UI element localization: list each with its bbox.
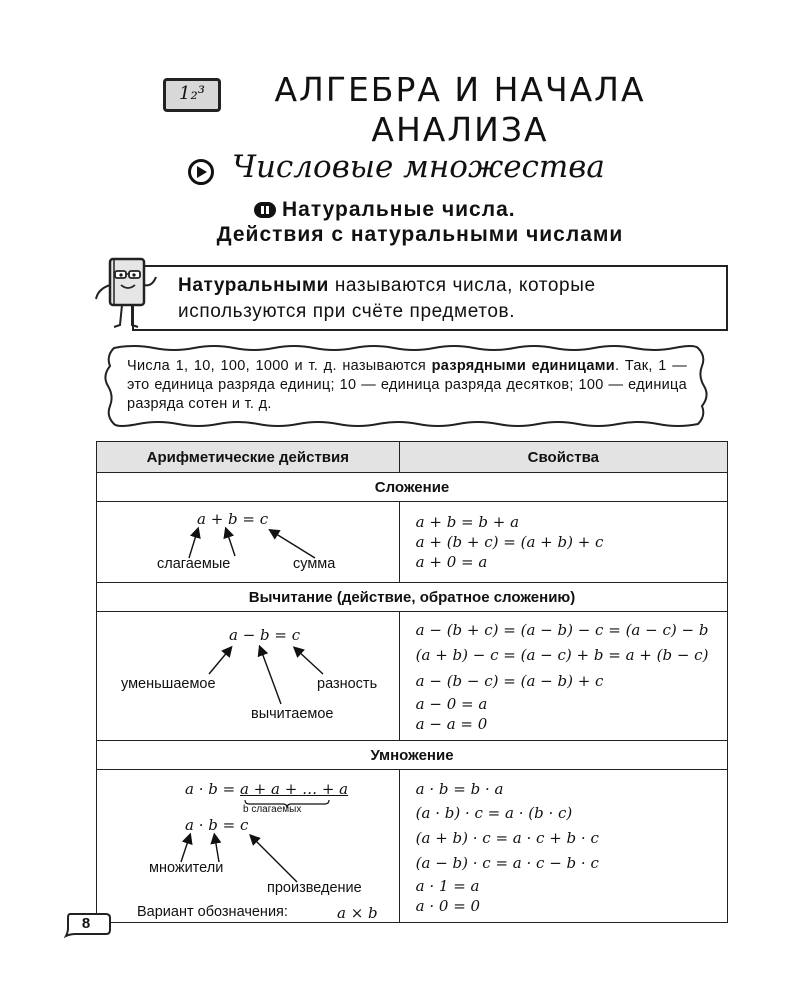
multiplication-property: (a · b) · c = a · (b · c) (415, 803, 573, 822)
subtraction-property: (a + b) − c = (a − c) + b = a + (b − c) (415, 646, 709, 664)
subtraction-property: a − (b + c) = (a − b) − c = (a − c) − b (415, 621, 709, 639)
section-subtraction-title: Вычитание (действие, обратное сложению) (97, 583, 728, 612)
label-sum: сумма (293, 556, 336, 572)
subsection-title: Числовые множества (232, 149, 605, 185)
col-header-operations: Арифметические действия (97, 442, 400, 473)
multiplication-property: (a + b) · c = a · c + b · c (415, 828, 599, 847)
multiplication-properties (399, 770, 727, 923)
topic-title-line1: Натуральные числа. (282, 198, 516, 221)
addition-property: a + 0 = a (415, 553, 488, 571)
subtraction-properties (399, 612, 727, 741)
play-icon (187, 158, 215, 186)
addition-property: a + (b + c) = (a + b) + c (415, 533, 604, 551)
multiplication-property: a · b = b · a (415, 779, 504, 798)
addition-arrows (97, 502, 414, 582)
label-subtrahend: вычитаемое (251, 706, 334, 722)
topic-title-line2: Действия с натуральными числами (216, 223, 624, 246)
addition-diagram (97, 502, 400, 583)
addition-property: a + b = b + a (415, 513, 520, 531)
book-mascot-icon (92, 255, 162, 335)
multiplication-property: a · 1 = a (415, 876, 480, 895)
label-difference: разность (317, 676, 378, 692)
page-number: 8 (81, 915, 91, 932)
page-title: АЛГЕБРА И НАЧАЛА АНАЛИЗА (274, 70, 646, 149)
definition-term: Натуральными (178, 275, 329, 296)
label-terms: слагаемые (157, 556, 231, 572)
subtraction-diagram (97, 612, 400, 741)
multiplication-formula: a · b = c (185, 816, 249, 834)
col-header-properties: Свойства (399, 442, 727, 473)
definition-box (132, 265, 728, 331)
section-multiplication-title: Умножение (97, 741, 728, 770)
definition-text: называются числа, которые используются при счёте предметов. (178, 275, 596, 322)
addition-formula: a + b = c (197, 510, 269, 528)
multiplication-arrows (97, 770, 414, 922)
subtraction-formula: a − b = c (229, 626, 301, 644)
subtraction-property: a − 0 = a (415, 695, 488, 713)
notation-label: Вариант обозначения: (137, 904, 288, 920)
subtraction-property: a − (b − c) = (a − b) + c (415, 672, 604, 690)
multiplication-property: a · 0 = 0 (415, 896, 481, 915)
multiplication-sum-formula: a · b = a + a + … + a (185, 780, 349, 798)
label-factors: множители (149, 860, 224, 876)
notation-value: a × b (337, 904, 378, 922)
label-product: произведение (267, 880, 362, 896)
label-minuend: уменьшаемое (121, 676, 216, 692)
pause-icon (253, 201, 277, 219)
operations-table (96, 441, 728, 923)
underbrace-label: b слагаемых (243, 804, 302, 815)
multiplication-property: (a − b) · c = a · c − b · c (415, 853, 599, 872)
addition-properties (399, 502, 727, 583)
multiplication-diagram (97, 770, 400, 923)
section-badge-icon: 1₂³ (163, 78, 221, 112)
note-text: Числа 1, 10, 100, 1000 и т. д. называются разрядными единицами. Так, 1 — это единица разряда единиц; 10 — единица разряда десятков; 100 — единица разряда сотен и т. д. (127, 358, 687, 412)
section-addition-title: Сложение (97, 473, 728, 502)
subtraction-property: a − a = 0 (415, 715, 488, 733)
